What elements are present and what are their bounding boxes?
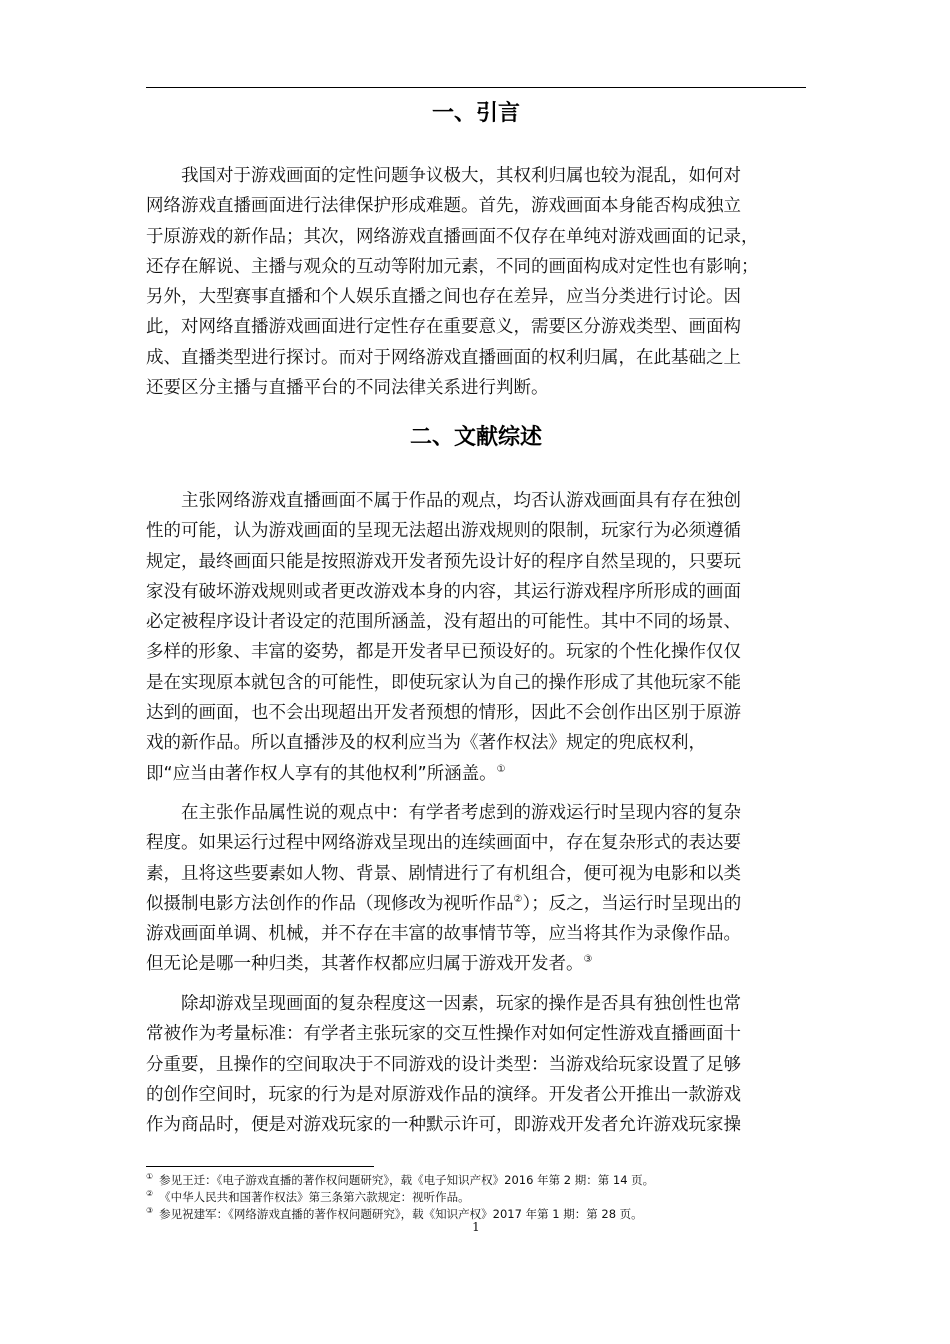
paragraph-line: 网络游戏直播画面进行法律保护形成难题。首先，游戏画面本身能否构成独立 [146, 196, 741, 217]
footnote-text: 参见祝建军：《网络游戏直播的著作权问题研究》，载《知识产权》2017 年第 1 期：第 28 页。 [159, 1207, 643, 1221]
paragraph-line [146, 759, 808, 789]
literature-paragraph-3 [146, 989, 808, 1140]
paragraph-line: 成、直播类型进行探讨。而对于网络游戏直播画面的权利归属，在此基础之上 [146, 347, 741, 368]
paragraph-line: 达到的画面，也不会出现超出开发者预想的情形，因此不会创作出区别于原游 [146, 703, 741, 724]
paragraph-line: 常被作为考量标准：有学者主张玩家的交互性操作对如何定性游戏直播画面十 [146, 1024, 741, 1045]
paragraph-line: 此，对网络直播游戏画面进行定性存在重要意义，需要区分游戏类型、画面构 [146, 317, 741, 338]
footnote-reference[interactable]: ② [513, 894, 523, 906]
paragraph-line: 在主张作品属性说的观点中：有学者考虑到的游戏运行时呈现内容的复杂 [181, 803, 741, 823]
introduction-paragraph [146, 161, 808, 403]
footnote-item [146, 1189, 806, 1206]
paragraph-line: 还存在解说、主播与观众的互动等附加元素，不同的画面构成对定性也有影响； [146, 256, 759, 277]
page-number: 1 [472, 1220, 480, 1234]
literature-paragraph-1 [146, 486, 808, 789]
paragraph-text: 似摄制电影方法创作的作品（现修改为视听作品 [146, 893, 514, 914]
footnote-text: 《中华人民共和国著作权法》第三条第六款规定：视听作品。 [159, 1190, 470, 1204]
footnote-reference[interactable]: ③ [583, 954, 593, 966]
paragraph-line: 规定，最终画面只能是按照游戏开发者预先设计好的程序自然呈现的，只要玩 [146, 551, 741, 572]
footnote-mark: ② [146, 1189, 154, 1199]
paragraph-line: 游戏画面单调、机械，并不存在丰富的故事情节等，应当将其作为录像作品。 [146, 924, 741, 945]
paragraph-line: 除却游戏呈现画面的复杂程度这一因素，玩家的操作是否具有独创性也常 [181, 994, 741, 1014]
paragraph-line: 于原游戏的新作品；其次，网络游戏直播画面不仅存在单纯对游戏画面的记录， [146, 226, 759, 247]
paragraph-line: 家没有破坏游戏规则或者更改游戏本身的内容，其运行游戏程序所形成的画面 [146, 581, 741, 602]
footnote-reference[interactable]: ① [496, 763, 506, 775]
footnote-item [146, 1172, 806, 1189]
paragraph-line: 另外，大型赛事直播和个人娱乐直播之间也存在差异，应当分类进行讨论。因 [146, 287, 741, 308]
paragraph-line: 的创作空间时，玩家的行为是对原游戏作品的演绎。开发者公开推出一款游戏 [146, 1084, 741, 1105]
paragraph-line: 我国对于游戏画面的定性问题争议极大，其权利归属也较为混乱，如何对 [181, 166, 741, 186]
literature-paragraph-2 [146, 798, 808, 980]
section-heading-literature-review: 二、文献综述 [409, 425, 542, 450]
paragraph-line [146, 949, 808, 979]
paragraph-line: 还要区分主播与直播平台的不同法律关系进行判断。 [146, 378, 549, 399]
paragraph-line: 是在实现原本就包含的可能性，即使玩家认为自己的操作形成了其他玩家不能 [146, 672, 741, 693]
paragraph-line: 性的可能，认为游戏画面的呈现无法超出游戏规则的限制，玩家行为必须遵循 [146, 521, 741, 542]
paragraph-text: 即“应当由著作权人享有的其他权利”所涵盖。 [146, 763, 497, 784]
section-heading-introduction: 一、引言 [431, 101, 520, 126]
paragraph-line: 分重要，且操作的空间取决于不同游戏的设计类型：当游戏给玩家设置了足够 [146, 1054, 741, 1075]
paragraph-text: 但无论是哪一种归类，其著作权都应归属于游戏开发者。 [146, 954, 584, 975]
footnotes [146, 1172, 806, 1223]
paragraph-line: 必定被程序设计者设定的范围所涵盖，没有超出的可能性。其中不同的场景、 [146, 612, 741, 633]
paragraph-line: 作为商品时，便是对游戏玩家的一种默示许可，即游戏开发者允许游戏玩家操 [146, 1115, 741, 1136]
paragraph-line: 戏的新作品。所以直播涉及的权利应当为《著作权法》规定的兜底权利， [146, 733, 706, 754]
footnote-mark: ③ [146, 1206, 154, 1216]
paragraph-line: 程度。如果运行过程中网络游戏呈现出的连续画面中，存在复杂形式的表达要 [146, 833, 741, 854]
paragraph-line: 素，且将这些要素如人物、背景、剧情进行了有机组合，便可视为电影和以类 [146, 863, 741, 884]
paragraph-line: 多样的形象、丰富的姿势，都是开发者早已预设好的。玩家的个性化操作仅仅 [146, 642, 741, 663]
header-rule [146, 87, 806, 88]
footnote-separator [146, 1166, 374, 1167]
footnote-text: 参见王迁：《电子游戏直播的著作权问题研究》，载《电子知识产权》2016 年第 2 期：第 14 页。 [159, 1173, 655, 1187]
paragraph-text: ）；反之，当运行时呈现出的 [522, 893, 742, 914]
footnote-mark: ① [146, 1172, 154, 1182]
paragraph-line [146, 889, 808, 919]
paragraph-line: 主张网络游戏直播画面不属于作品的观点，均否认游戏画面具有存在独创 [181, 491, 741, 511]
